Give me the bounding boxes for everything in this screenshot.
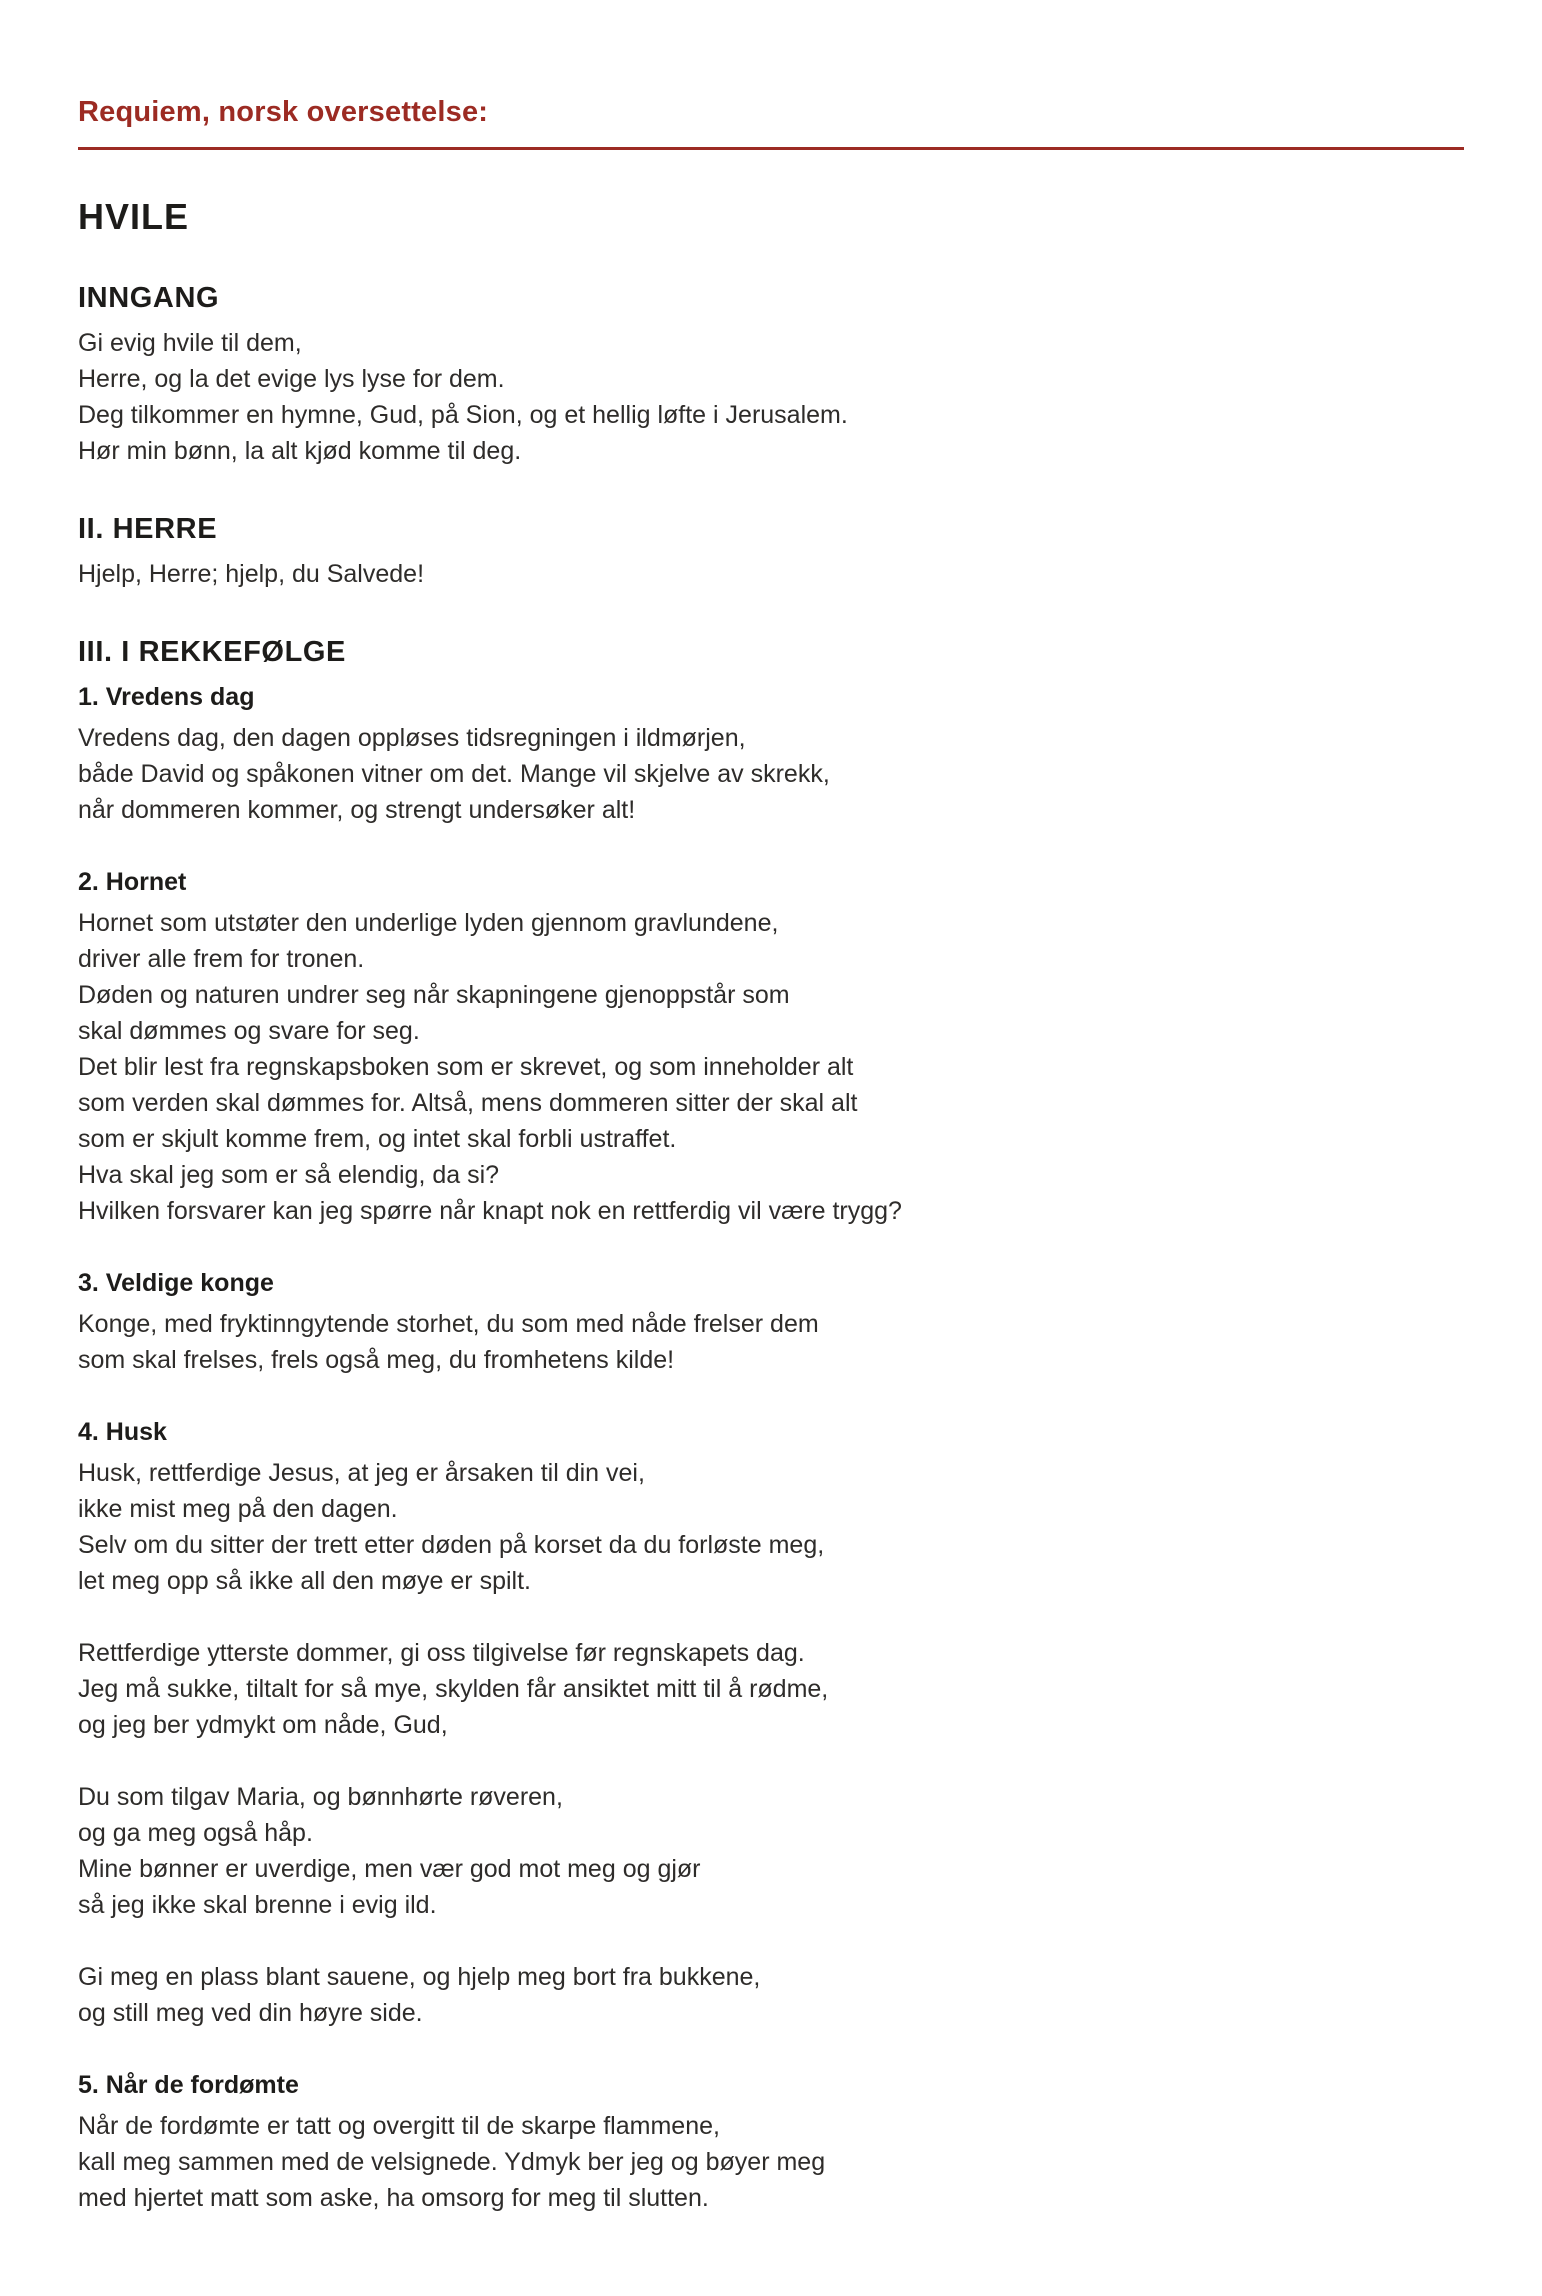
sub-heading-nar-de-fordomte: 5. Når de fordømte xyxy=(78,2071,299,2099)
text-line: Selv om du sitter der trett etter døden på korset da du forløste meg, xyxy=(78,1531,825,1559)
text-line: som skal frelses, frels også meg, du fromhetens kilde! xyxy=(78,1346,675,1374)
subsection-nar-de-fordomte xyxy=(78,2071,1464,2216)
text-line: let meg opp så ikke all den møye er spilt. xyxy=(78,1567,531,1595)
sub-heading-hornet: 2. Hornet xyxy=(78,868,187,896)
text-line: ikke mist meg på den dagen. xyxy=(78,1495,398,1523)
text-line: Du som tilgav Maria, og bønnhørte røveren, xyxy=(78,1783,563,1811)
text-line: Hjelp, Herre; hjelp, du Salvede! xyxy=(78,560,425,588)
text-line: Når de fordømte er tatt og overgitt til de skarpe flammene, xyxy=(78,2112,720,2140)
text-line: som verden skal dømmes for. Altså, mens dommeren sitter der skal alt xyxy=(78,1089,858,1117)
text-line: som er skjult komme frem, og intet skal forbli ustraffet. xyxy=(78,1125,677,1153)
section-heading-rekkefolge: III. I REKKEFØLGE xyxy=(78,636,346,668)
text-line: Gi meg en plass blant sauene, og hjelp meg bort fra bukkene, xyxy=(78,1963,761,1991)
text-line: Hør min bønn, la alt kjød komme til deg. xyxy=(78,437,522,465)
text-line: Hornet som utstøter den underlige lyden gjennom gravlundene, xyxy=(78,909,779,937)
main-heading: HVILE xyxy=(78,196,190,237)
stanza xyxy=(78,1959,1464,2031)
text-line: Vredens dag, den dagen oppløses tidsregningen i ildmørjen, xyxy=(78,724,746,752)
subsection-vredens-dag xyxy=(78,683,1464,828)
stanza xyxy=(78,1635,1464,1743)
text-line: Deg tilkommer en hymne, Gud, på Sion, og et hellig løfte i Jerusalem. xyxy=(78,401,848,429)
text-line: Hvilken forsvarer kan jeg spørre når knapt nok en rettferdig vil være trygg? xyxy=(78,1197,902,1225)
text-line: når dommeren kommer, og strengt undersøker alt! xyxy=(78,796,636,824)
text-line: Mine bønner er uverdige, men vær god mot meg og gjør xyxy=(78,1855,701,1883)
section-heading-herre: II. HERRE xyxy=(78,513,218,545)
section-rekkefolge xyxy=(78,636,1464,2216)
stanza xyxy=(78,1306,1464,1378)
subsection-veldige-konge xyxy=(78,1269,1464,1378)
sub-heading-husk: 4. Husk xyxy=(78,1418,167,1446)
text-line: og ga meg også håp. xyxy=(78,1819,313,1847)
subsection-hornet xyxy=(78,868,1464,1229)
sub-heading-veldige-konge: 3. Veldige konge xyxy=(78,1269,274,1297)
text-line: så jeg ikke skal brenne i evig ild. xyxy=(78,1891,437,1919)
text-line: Rettferdige ytterste dommer, gi oss tilgivelse før regnskapets dag. xyxy=(78,1639,805,1667)
text-line: driver alle frem for tronen. xyxy=(78,945,365,973)
section-inngang xyxy=(78,282,1464,469)
text-line: Det blir lest fra regnskapsboken som er skrevet, og som inneholder alt xyxy=(78,1053,854,1081)
text-line: Konge, med fryktinngytende storhet, du som med nåde frelser dem xyxy=(78,1310,819,1338)
text-line: Gi evig hvile til dem, xyxy=(78,329,302,357)
section-herre xyxy=(78,513,1464,592)
stanza xyxy=(78,2108,1464,2216)
text-line: og jeg ber ydmykt om nåde, Gud, xyxy=(78,1711,448,1739)
section-heading-inngang: INNGANG xyxy=(78,282,220,314)
document-title: Requiem, norsk oversettelse: xyxy=(78,96,489,128)
stanza xyxy=(78,1779,1464,1923)
text-line: både David og spåkonen vitner om det. Mange vil skjelve av skrekk, xyxy=(78,760,830,788)
title-rule xyxy=(78,147,1464,150)
text-line: Døden og naturen undrer seg når skapningene gjenoppstår som xyxy=(78,981,790,1009)
text-line: med hjertet matt som aske, ha omsorg for meg til slutten. xyxy=(78,2184,709,2212)
text-line: og still meg ved din høyre side. xyxy=(78,1999,423,2027)
stanza xyxy=(78,556,1464,592)
sub-heading-vredens-dag: 1. Vredens dag xyxy=(78,683,255,711)
stanza xyxy=(78,720,1464,828)
stanza xyxy=(78,905,1464,1229)
text-line: skal dømmes og svare for seg. xyxy=(78,1017,420,1045)
text-line: Herre, og la det evige lys lyse for dem. xyxy=(78,365,505,393)
subsection-husk xyxy=(78,1418,1464,2031)
stanza xyxy=(78,325,1464,469)
text-line: kall meg sammen med de velsignede. Ydmyk ber jeg og bøyer meg xyxy=(78,2148,826,2176)
text-line: Hva skal jeg som er så elendig, da si? xyxy=(78,1161,500,1189)
text-line: Jeg må sukke, tiltalt for så mye, skylden får ansiktet mitt til å rødme, xyxy=(78,1675,829,1703)
text-line: Husk, rettferdige Jesus, at jeg er årsaken til din vei, xyxy=(78,1459,645,1487)
stanza xyxy=(78,1455,1464,1599)
